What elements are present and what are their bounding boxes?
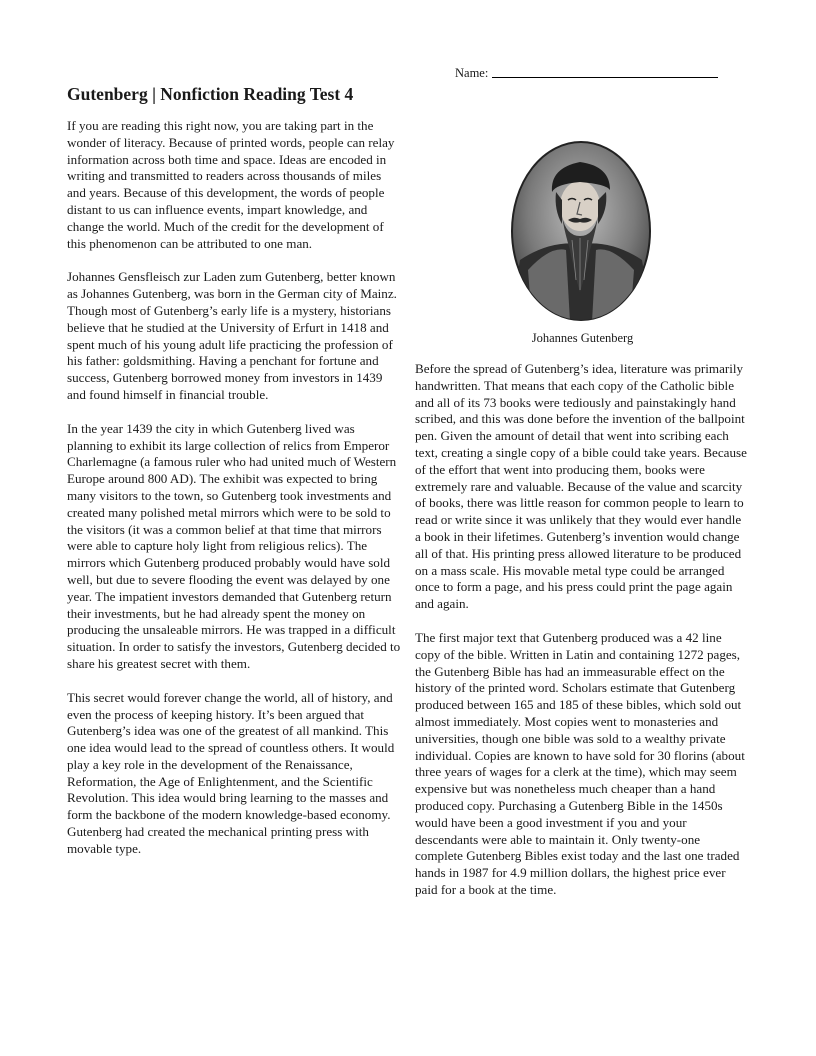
portrait-caption: Johannes Gutenberg	[531, 331, 634, 345]
right-column	[415, 361, 750, 916]
page-title: Gutenberg | Nonfiction Reading Test 4	[67, 84, 354, 104]
name-field[interactable]	[455, 66, 718, 81]
paragraph: The first major text that Gutenberg produced was a 42 line copy of the bible. Written in Latin and containing 1272 pages, the Gutenberg Bible has had an immeasurable effect on the history of the printed word. Scholars estimate that Gutenberg produced between 165 and 185 of these bibles, which sold out almost immediately. Most copies went to monasteries and universities, though one bible was sold to a wealthy private individual. Copies are known to have sold for 30 florins (about three years of wages for a clerk at the time), which may seem expensive but was nonetheless much cheaper than a hand produced copy. Purchasing a Gutenberg Bible in the 1450s would have been a good investment if you and your descendants were able to maintain it. Only twenty-one complete Gutenberg Bibles exist today and the last one traded hands in 1987 for 4.9 million dollars, the highest price ever paid for a book at the time.	[415, 629, 745, 897]
name-label: Name:	[455, 66, 489, 80]
paragraph: This secret would forever change the world, all of history, and even the process of keeping history. It’s been argued that Gutenberg’s idea was one of the greatest of all mankind. This one idea would lead to the spread of countless others. It would play a key role in the development of the Renaissance, Reformation, the Age of Enlightenment, and the Scientific Revolution. This idea would bring learning to the masses and form the backbone of the modern knowledge-based economy. Gutenberg had created the mechanical printing press with movable type.	[67, 689, 395, 856]
paragraph: If you are reading this right now, you are taking part in the wonder of literacy. Because of printed words, people can relay information across both time and space. Ideas are encoded in writing and transmitted to readers across thousands of miles and years. Because of this development, the words of people distant to us can influence events, impart knowledge, and change the world. Much of the credit for the development of this phenomenon can be attributed to one man.	[67, 118, 395, 251]
paragraph: Johannes Gensfleisch zur Laden zum Gutenberg, better known as Johannes Gutenberg, was born in the German city of Mainz. Though most of Gutenberg’s early life is a mystery, historians believe that he studied at the University of Erfurt in 1418 and spent much of his young adult life practicing the profession of his father: goldsmithing. Having a penchant for fortune and success, Gutenberg borrowed money from investors in 1439 and found himself in financial trouble.	[67, 269, 397, 402]
paragraph: Before the spread of Gutenberg’s idea, literature was primarily handwritten. That means that each copy of the Catholic bible and all of its 73 books were tediously and painstakingly hand scribed, and this was done before the invention of the ballpoint pen. Given the amount of detail that went into scribing each text, creating a single copy of a bible could take years. Because of the effort that went into producing them, books were extremely rare and valuable. Because of the value and scarcity of books, there was little reason for common people to learn to read or write since it was unlikely that they would ever handle a book in their lifetimes. Gutenberg’s invention would change all of that. His printing press allowed literature to be produced on a mass scale. His movable metal type could be arranged once to form a page, and his press could print the page again and again.	[415, 361, 747, 612]
paragraph: In the year 1439 the city in which Gutenberg lived was planning to exhibit its large collection of relics from Emperor Charlemagne (a famous ruler who had united much of Western Europe around 800 AD). The exhibit was expected to bring many visitors to the town, so Gutenberg took investments and created many polished metal mirrors which were to be sold to the visitors (it was a common belief at that time that mirrors were able to capture holy light from religious relics). The mirrors which Gutenberg produced probably would have sold well, but due to severe flooding the event was delayed by one year. The impatient investors demanded that Gutenberg return their investments, but he had already spent the money on producing the unsaleable mirrors. He was trapped in a difficult situation. In order to satisfy the investors, Gutenberg decided to share his greatest secret with them.	[67, 420, 401, 671]
name-blank-line[interactable]	[492, 66, 718, 78]
left-column	[67, 118, 402, 875]
gutenberg-portrait	[510, 140, 652, 322]
